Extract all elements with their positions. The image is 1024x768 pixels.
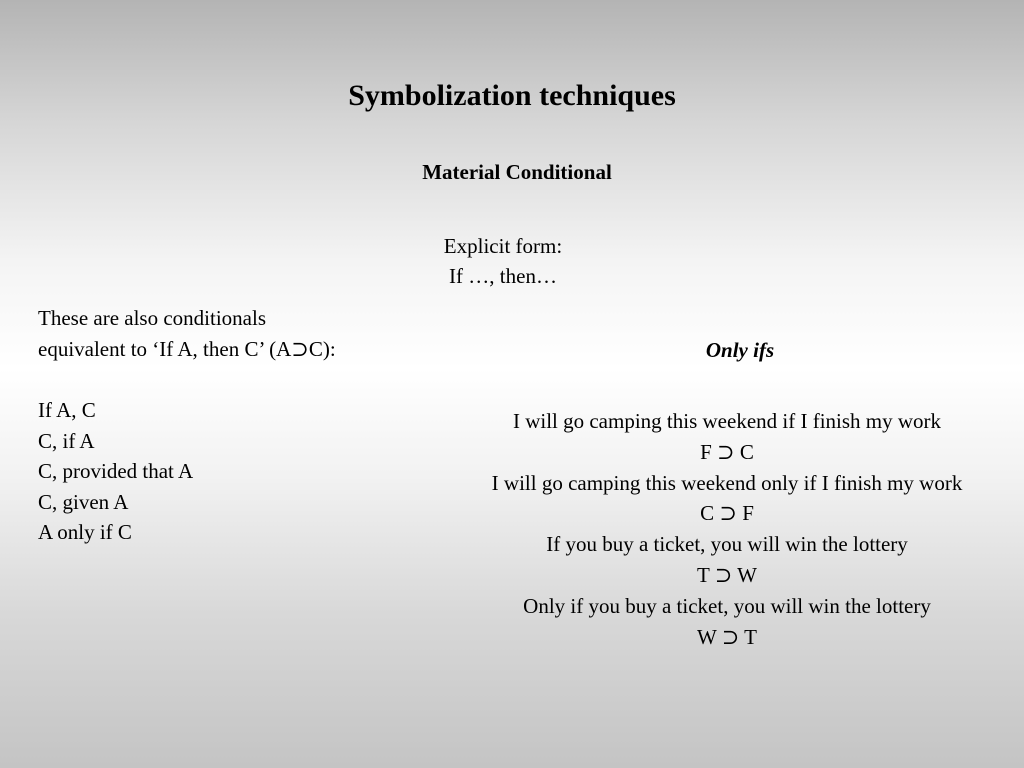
explicit-form-pattern: If …, then… (449, 264, 557, 288)
example-symbolization: F ⊃ C (700, 439, 754, 464)
conditional-form-item: If A, C (38, 398, 96, 422)
explicit-form-block (380, 231, 626, 291)
conditional-form-item: C, provided that A (38, 459, 194, 483)
example-sentence: If you buy a ticket, you will win the lottery (546, 532, 908, 557)
example-sentence: I will go camping this weekend if I finish my work (512, 409, 942, 433)
example-sentence: Only if you buy a ticket, you will win the lottery (523, 593, 931, 618)
only-ifs-heading: Only ifs (705, 338, 775, 362)
example-symbolization: T ⊃ W (697, 562, 757, 587)
slide-title: Symbolization techniques (348, 79, 676, 112)
intro-text-line-2: equivalent to ‘If A, then C’ (A⊃C): (38, 336, 336, 361)
conditional-form-item: A only if C (38, 520, 132, 544)
slide-subtitle: Material Conditional (422, 160, 612, 184)
conditional-form-item: C, if A (38, 428, 95, 453)
explicit-form-label: Explicit form: (443, 234, 563, 258)
example-symbolization: C ⊃ F (700, 501, 754, 526)
conditional-form-item: C, given A (38, 489, 129, 514)
spacer (38, 364, 438, 395)
intro-text-line-1: These are also conditionals (38, 306, 267, 330)
conditional-forms-panel (38, 303, 438, 548)
only-ifs-examples (432, 406, 1022, 652)
example-sentence: I will go camping this weekend only if I finish my work (491, 470, 963, 495)
example-symbolization: W ⊃ T (697, 624, 757, 649)
